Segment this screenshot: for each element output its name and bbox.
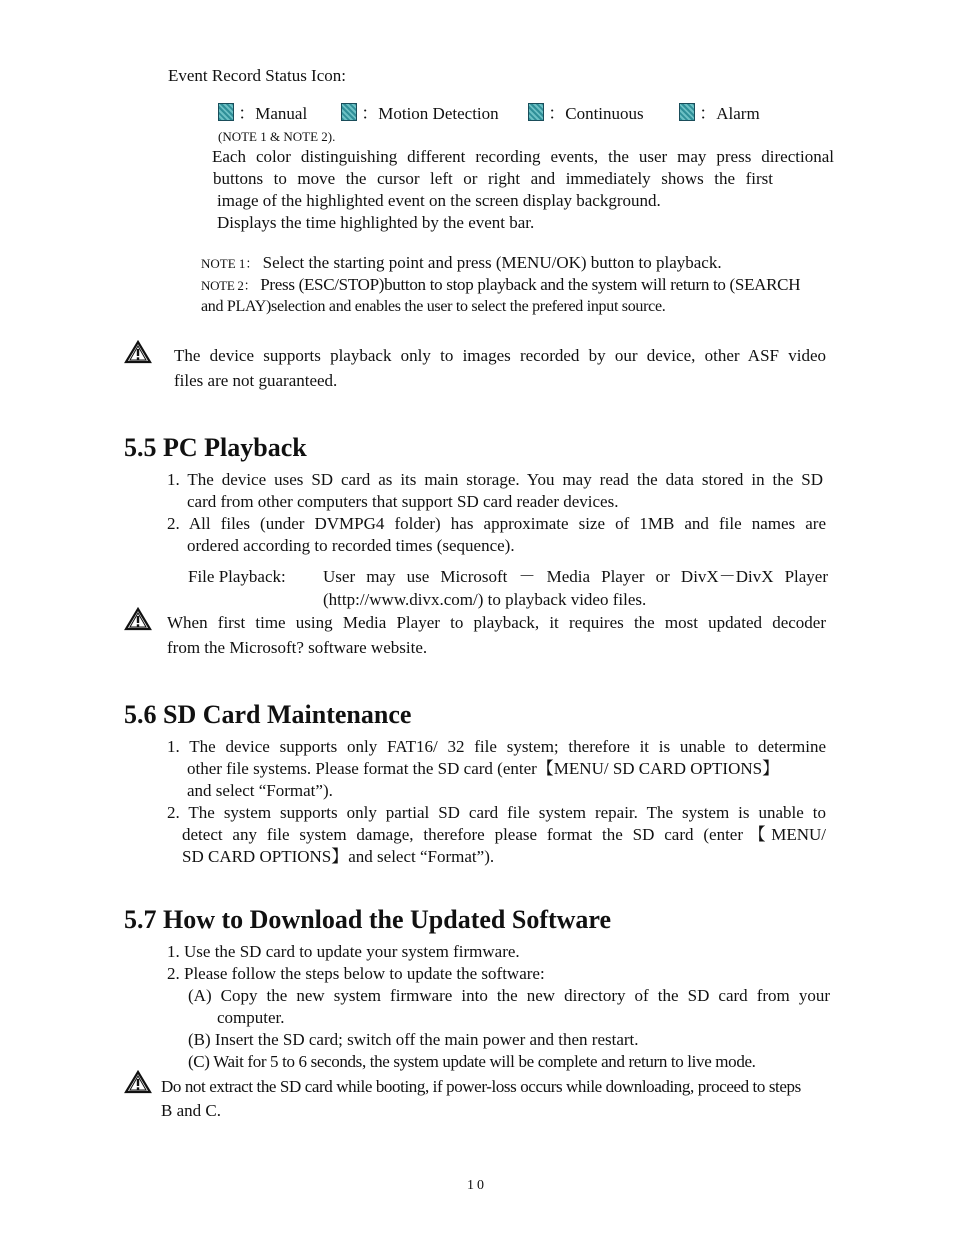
- list-item-line: card from other computers that support SD card reader devices.: [187, 492, 619, 511]
- note-reference: (NOTE 1 & NOTE 2).: [218, 129, 336, 144]
- legend-label: ：Manual: [238, 104, 308, 123]
- warning-text-line: The device supports playback only to images recorded by our device, other ASF video: [174, 346, 826, 365]
- step-a-line: computer.: [217, 1008, 285, 1027]
- event-description-line: image of the highlighted event on the screen display background.: [217, 191, 661, 210]
- event-description-line: buttons to move the cursor left or right and immediately shows the first: [213, 169, 773, 188]
- note-1-text: Select the starting point and press (MENU/OK) button to playback.: [262, 253, 722, 272]
- step-b-line: (B) Insert the SD card; switch off the main power and then restart.: [188, 1030, 639, 1049]
- manual-record-icon: [218, 103, 234, 121]
- list-item-line: 1. Use the SD card to update your system firmware.: [167, 942, 520, 961]
- legend-motion-detection: [341, 103, 499, 125]
- file-playback-text: (http://www.divx.com/) to playback video files.: [323, 590, 647, 609]
- warning-icon: [124, 607, 152, 631]
- event-status-heading: Event Record Status Icon:: [168, 66, 346, 85]
- note-1-label: NOTE 1：: [201, 256, 259, 271]
- alarm-record-icon: [679, 103, 695, 121]
- note-1: [201, 252, 722, 275]
- list-item-line: SD CARD OPTIONS】and select “Format”).: [182, 847, 495, 866]
- section-title-download: 5.7 How to Download the Updated Software: [124, 905, 612, 934]
- list-item-line: ordered according to recorded times (sequence).: [187, 536, 515, 555]
- legend-label: ：Alarm: [699, 104, 760, 123]
- step-a-line: (A) Copy the new system firmware into the new directory of the SD card from your: [188, 986, 830, 1005]
- warning-text-line: files are not guaranteed.: [174, 371, 338, 390]
- note-2-text: Press (ESC/STOP)button to stop playback and the system will return to (SEARCH: [260, 275, 801, 294]
- warning-text-line: Do not extract the SD card while booting, if power-loss occurs while downloading, proceed to steps: [161, 1077, 801, 1096]
- file-playback-label: File Playback:: [188, 567, 286, 586]
- section-title-pc-playback: 5.5 PC Playback: [124, 433, 307, 462]
- continuous-record-icon: [528, 103, 544, 121]
- list-item-line: 1. The device uses SD card as its main storage. You may read the data stored in the SD: [167, 470, 823, 489]
- legend-alarm: [679, 103, 760, 125]
- list-item-line: 2. The system supports only partial SD card file system repair. The system is unable to: [167, 803, 826, 822]
- note-2-label: NOTE 2：: [201, 278, 257, 293]
- legend-label: ：Motion Detection: [361, 104, 499, 123]
- file-playback-text: User may use Microsoft － Media Player or DivX－DivX Player: [323, 567, 828, 586]
- event-description-line: Displays the time highlighted by the event bar.: [217, 213, 535, 232]
- warning-text-line: from the Microsoft? software website.: [167, 638, 428, 657]
- event-description-line: Each color distinguishing different recording events, the user may press directional: [212, 147, 834, 166]
- list-item-line: 2. All files (under DVMPG4 folder) has approximate size of 1MB and file names are: [167, 514, 826, 533]
- section-title-sd-maintenance: 5.6 SD Card Maintenance: [124, 700, 412, 729]
- list-item-line: and select “Format”).: [187, 781, 333, 800]
- warning-icon: [124, 340, 152, 364]
- legend-manual: [218, 103, 307, 125]
- list-item-line: 2. Please follow the steps below to update the software:: [167, 964, 545, 983]
- legend-continuous: [528, 103, 644, 125]
- legend-label: ：Continuous: [548, 104, 644, 123]
- note-2: [201, 274, 800, 297]
- page-number: 10: [467, 1178, 487, 1193]
- list-item-line: 1. The device supports only FAT16/ 32 file system; therefore it is unable to determine: [167, 737, 826, 756]
- note-2-continuation: and PLAY)selection and enables the user to select the prefered input source.: [201, 298, 666, 315]
- step-c-line: (C) Wait for 5 to 6 seconds, the system update will be complete and return to live mode.: [188, 1052, 756, 1071]
- list-item-line: other file systems. Please format the SD card (enter【MENU/ SD CARD OPTIONS】: [187, 759, 780, 778]
- warning-text-line: B and C.: [161, 1101, 221, 1120]
- warning-icon: [124, 1070, 152, 1094]
- list-item-line: detect any file system damage, therefore please format the SD card (enter【MENU/: [182, 825, 826, 844]
- warning-text-line: When first time using Media Player to playback, it requires the most updated decoder: [167, 613, 826, 632]
- motion-detection-record-icon: [341, 103, 357, 121]
